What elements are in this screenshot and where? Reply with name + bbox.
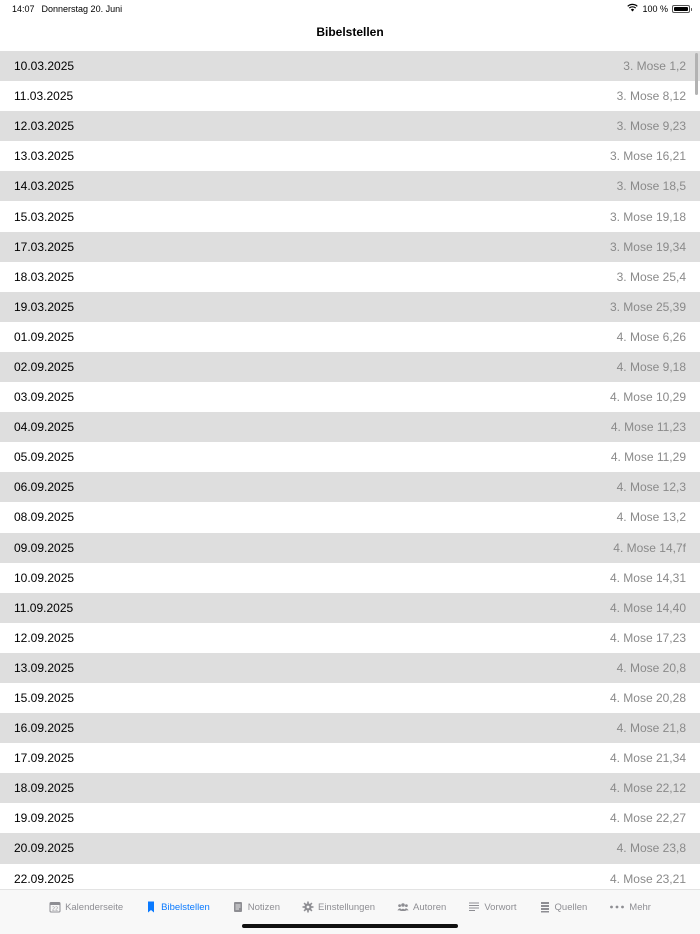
row-bible-reference: 4. Mose 23,8 — [616, 841, 686, 856]
tab-label: Kalenderseite — [65, 901, 124, 913]
row-date: 03.09.2025 — [14, 390, 75, 405]
list-item[interactable] — [0, 743, 700, 773]
list-item[interactable] — [0, 593, 700, 623]
row-bible-reference: 4. Mose 17,23 — [609, 630, 686, 645]
row-date: 12.09.2025 — [14, 630, 75, 645]
list-item[interactable] — [0, 292, 700, 322]
tab-label: Notizen — [247, 901, 280, 913]
list-item[interactable] — [0, 201, 700, 231]
row-date: 04.09.2025 — [14, 420, 75, 435]
tab-label: Mehr — [629, 901, 651, 913]
list-item[interactable] — [0, 51, 700, 81]
status-time: 14:07 — [12, 4, 35, 14]
status-date: Donnerstag 20. Juni — [41, 4, 123, 14]
row-date: 08.09.2025 — [14, 510, 75, 525]
gear-icon — [302, 901, 314, 913]
battery-percent: 100 % — [642, 3, 668, 14]
row-bible-reference: 4. Mose 14,31 — [609, 570, 686, 585]
list-item[interactable] — [0, 653, 700, 683]
home-indicator[interactable] — [242, 924, 458, 928]
list-item[interactable] — [0, 502, 700, 532]
status-bar — [0, 0, 700, 18]
row-date: 05.09.2025 — [14, 450, 75, 465]
status-right — [627, 3, 690, 14]
list-item[interactable] — [0, 111, 700, 141]
row-date: 18.09.2025 — [14, 781, 75, 796]
list-item[interactable] — [0, 773, 700, 803]
bibelstellen-list[interactable] — [0, 51, 700, 889]
row-date: 17.03.2025 — [14, 239, 75, 254]
list-item[interactable] — [0, 232, 700, 262]
list-item[interactable] — [0, 563, 700, 593]
people-icon — [397, 901, 409, 913]
row-date: 11.03.2025 — [14, 89, 74, 104]
list-item[interactable] — [0, 713, 700, 743]
row-date: 18.03.2025 — [14, 269, 75, 284]
row-date: 17.09.2025 — [14, 751, 75, 766]
bookmark-icon — [145, 901, 157, 913]
row-bible-reference: 3. Mose 25,4 — [616, 269, 686, 284]
tab-mehr[interactable] — [598, 901, 662, 913]
list-item[interactable] — [0, 171, 700, 201]
row-bible-reference: 4. Mose 14,7f — [613, 540, 686, 555]
list-item[interactable] — [0, 442, 700, 472]
row-date: 11.09.2025 — [14, 600, 74, 615]
row-bible-reference: 4. Mose 20,28 — [609, 691, 686, 706]
row-bible-reference: 4. Mose 21,34 — [609, 751, 686, 766]
row-bible-reference: 3. Mose 9,23 — [616, 119, 686, 134]
list-item[interactable] — [0, 141, 700, 171]
row-bible-reference: 4. Mose 21,8 — [616, 721, 686, 736]
tab-bibelstellen[interactable] — [134, 901, 221, 913]
svg-text:22: 22 — [51, 906, 59, 913]
tab-label: Bibelstellen — [161, 901, 210, 913]
row-bible-reference: 4. Mose 20,8 — [616, 660, 686, 675]
list-item[interactable] — [0, 803, 700, 833]
stack-icon — [539, 901, 551, 913]
row-date: 19.09.2025 — [14, 811, 75, 826]
ellipsis-icon — [609, 901, 625, 913]
text-icon — [468, 901, 480, 913]
tab-bar — [0, 889, 700, 934]
list-item[interactable] — [0, 533, 700, 563]
row-date: 02.09.2025 — [14, 359, 75, 374]
row-date: 16.09.2025 — [14, 721, 75, 736]
scroll-indicator[interactable] — [695, 53, 698, 95]
row-date: 19.03.2025 — [14, 299, 75, 314]
row-bible-reference: 4. Mose 13,2 — [616, 510, 686, 525]
row-date: 10.09.2025 — [14, 570, 75, 585]
list-item[interactable] — [0, 81, 700, 111]
row-bible-reference: 4. Mose 14,40 — [609, 600, 686, 615]
row-bible-reference: 4. Mose 9,18 — [616, 359, 686, 374]
row-date: 13.09.2025 — [14, 660, 75, 675]
tab-autoren[interactable] — [386, 901, 457, 913]
tab-quellen[interactable] — [528, 901, 599, 913]
list-item[interactable] — [0, 683, 700, 713]
page-title: Bibelstellen — [316, 25, 384, 39]
tab-label: Autoren — [413, 901, 447, 913]
row-bible-reference: 3. Mose 19,34 — [609, 239, 686, 254]
row-date: 20.09.2025 — [14, 841, 75, 856]
row-bible-reference: 3. Mose 8,12 — [616, 89, 686, 104]
list-item[interactable] — [0, 262, 700, 292]
list-item[interactable] — [0, 864, 700, 889]
row-date: 06.09.2025 — [14, 480, 75, 495]
row-bible-reference: 3. Mose 18,5 — [616, 179, 686, 194]
list-item[interactable] — [0, 412, 700, 442]
row-date: 09.09.2025 — [14, 540, 75, 555]
row-date: 12.03.2025 — [14, 119, 75, 134]
calendar-icon — [49, 901, 61, 913]
row-bible-reference: 4. Mose 11,29 — [610, 450, 686, 465]
status-left — [12, 4, 122, 14]
tab-label: Einstellungen — [317, 901, 376, 913]
row-bible-reference: 4. Mose 10,29 — [609, 390, 686, 405]
tab-vorwort[interactable] — [457, 901, 527, 913]
tab-label: Quellen — [554, 901, 588, 913]
list-item[interactable] — [0, 322, 700, 352]
tab-kalenderseite[interactable] — [38, 901, 134, 913]
list-item[interactable] — [0, 352, 700, 382]
wifi-icon — [627, 3, 638, 14]
battery-icon — [672, 5, 690, 13]
row-date: 13.03.2025 — [14, 149, 75, 164]
tab-einstellungen[interactable] — [291, 901, 386, 913]
row-bible-reference: 3. Mose 25,39 — [609, 299, 686, 314]
row-bible-reference: 3. Mose 19,18 — [609, 209, 686, 224]
row-date: 10.03.2025 — [14, 59, 75, 74]
row-date: 15.09.2025 — [14, 691, 75, 706]
row-date: 15.03.2025 — [14, 209, 75, 224]
tab-items — [0, 890, 700, 924]
row-bible-reference: 3. Mose 1,2 — [623, 59, 686, 74]
row-bible-reference: 4. Mose 22,27 — [609, 811, 686, 826]
list-item[interactable] — [0, 833, 700, 863]
row-bible-reference: 3. Mose 16,21 — [609, 149, 686, 164]
notes-icon — [232, 901, 244, 913]
row-date: 14.03.2025 — [14, 179, 75, 194]
tab-label: Vorwort — [484, 901, 517, 913]
row-bible-reference: 4. Mose 12,3 — [616, 480, 686, 495]
row-bible-reference: 4. Mose 23,21 — [609, 871, 686, 886]
row-bible-reference: 4. Mose 22,12 — [609, 781, 686, 796]
list-item[interactable] — [0, 382, 700, 412]
row-bible-reference: 4. Mose 11,23 — [610, 420, 686, 435]
row-date: 22.09.2025 — [14, 871, 75, 886]
tab-notizen[interactable] — [221, 901, 291, 913]
row-bible-reference: 4. Mose 6,26 — [616, 329, 686, 344]
row-date: 01.09.2025 — [14, 329, 75, 344]
list-item[interactable] — [0, 472, 700, 502]
list-item[interactable] — [0, 623, 700, 653]
